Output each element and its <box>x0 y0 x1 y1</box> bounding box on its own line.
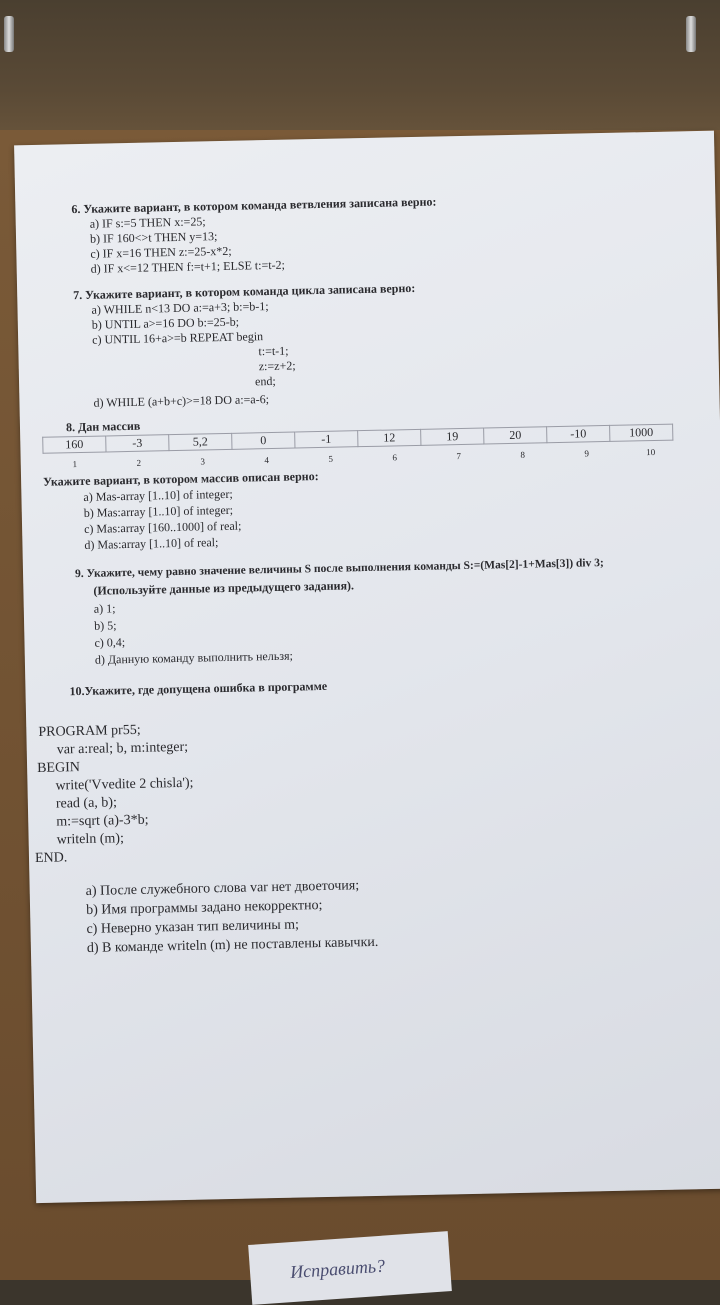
q7-option-c-line3: z:=z+2; <box>258 358 296 374</box>
code-line: writeln (m); <box>56 831 125 848</box>
array-cell: 5,2 <box>169 433 232 450</box>
code-line: PROGRAM pr55; <box>38 722 141 740</box>
q10-option-d: d) В команде writeln (m) не поставлены кавычки. <box>86 934 379 956</box>
array-cell: 1000 <box>610 424 673 441</box>
q9-title: 9. Укажите, чему равно значение величины S после выполнения команды S:=(Mas[2]-1+Mas[3]) div 3; <box>74 557 604 581</box>
array-index: 5 <box>328 453 334 464</box>
q9-option-c: c) 0,4; <box>94 635 126 650</box>
array-cell: 12 <box>358 429 421 446</box>
q6-option-b: b) IF 160<>t THEN y=13; <box>89 229 218 246</box>
q6-option-a: a) IF s:=5 THEN x:=25; <box>89 214 206 231</box>
q8-prompt: Укажите вариант, в котором массив описан верно: <box>42 469 319 489</box>
q7-option-c-line2: t:=t-1; <box>258 343 289 359</box>
q9-option-d: d) Данную команду выполнить нельзя; <box>94 648 294 667</box>
code-line: write('Vvedite 2 chisla'); <box>55 775 194 794</box>
array-index: 4 <box>264 455 270 466</box>
array-cell: 20 <box>484 427 547 444</box>
wall-bolt <box>4 16 14 52</box>
background-wall <box>0 0 720 150</box>
array-index: 6 <box>392 452 398 463</box>
handwritten-note: Исправить? <box>289 1255 386 1283</box>
array-cell: 160 <box>43 436 106 453</box>
q10-option-b: b) Имя программы задано некорректно; <box>85 898 323 918</box>
q7-title: 7. Укажите вариант, в котором команда цикла записана верно: <box>73 280 416 303</box>
q8-option-d: d) Mas:array [1..10] of real; <box>84 535 219 552</box>
array-cell: -3 <box>106 435 169 452</box>
q10-title: 10.Укажите, где допущена ошибка в программе <box>69 678 328 699</box>
wall-bolt <box>686 16 696 52</box>
q7-option-a: a) WHILE n<13 DO a:=a+3; b:=b-1; <box>91 299 269 317</box>
q6-option-d: d) IF x<=12 THEN f:=t+1; ELSE t:=t-2; <box>90 257 286 276</box>
array-index: 8 <box>520 449 526 460</box>
q7-option-c-line4: end; <box>254 373 276 389</box>
code-line: var a:real; b, m:integer; <box>56 739 189 758</box>
q8-option-c: c) Mas:array [160..1000] of real; <box>83 518 242 536</box>
array-index: 10 <box>646 446 656 458</box>
q6-title: 6. Укажите вариант, в котором команда ветвления записана верно: <box>71 194 437 217</box>
array-cell: 19 <box>421 428 484 445</box>
array-cell: -10 <box>547 425 610 442</box>
q6-option-c: c) IF x=16 THEN z:=25-x*2; <box>90 243 232 261</box>
q10-option-c: c) Неверно указан тип величины m; <box>86 917 300 937</box>
q8-option-a: a) Mas-array [1..10] of integer; <box>83 486 233 504</box>
array-index: 3 <box>200 456 206 467</box>
array-index: 9 <box>584 448 590 459</box>
array-index: 7 <box>456 451 462 462</box>
array-index: 1 <box>72 459 78 470</box>
q8-option-b: b) Mas:array [1..10] of integer; <box>83 502 234 520</box>
test-sheet <box>14 131 720 1203</box>
code-line: read (a, b); <box>55 795 118 812</box>
q10-option-a: a) После служебного слова var нет двоеточия; <box>85 878 360 899</box>
q7-option-d: d) WHILE (a+b+c)>=18 DO a:=a-6; <box>93 392 270 410</box>
q9-subtitle: (Используйте данные из предыдущего задания). <box>93 578 355 598</box>
array-cell: -1 <box>295 431 358 448</box>
code-line: m:=sqrt (a)-3*b; <box>56 812 149 830</box>
q7-option-c: c) UNTIL 16+a>=b REPEAT begin <box>92 329 264 347</box>
q9-option-b: b) 5; <box>94 618 117 633</box>
array-index: 2 <box>136 457 142 468</box>
second-sheet <box>248 1231 452 1305</box>
q9-option-a: a) 1; <box>93 601 116 616</box>
q8-title: 8. Дан массив <box>65 418 141 435</box>
code-line: BEGIN <box>36 760 81 776</box>
q7-option-b: b) UNTIL a>=16 DO b:=25-b; <box>91 314 240 332</box>
code-line: END. <box>34 850 68 867</box>
array-cell: 0 <box>232 432 295 449</box>
